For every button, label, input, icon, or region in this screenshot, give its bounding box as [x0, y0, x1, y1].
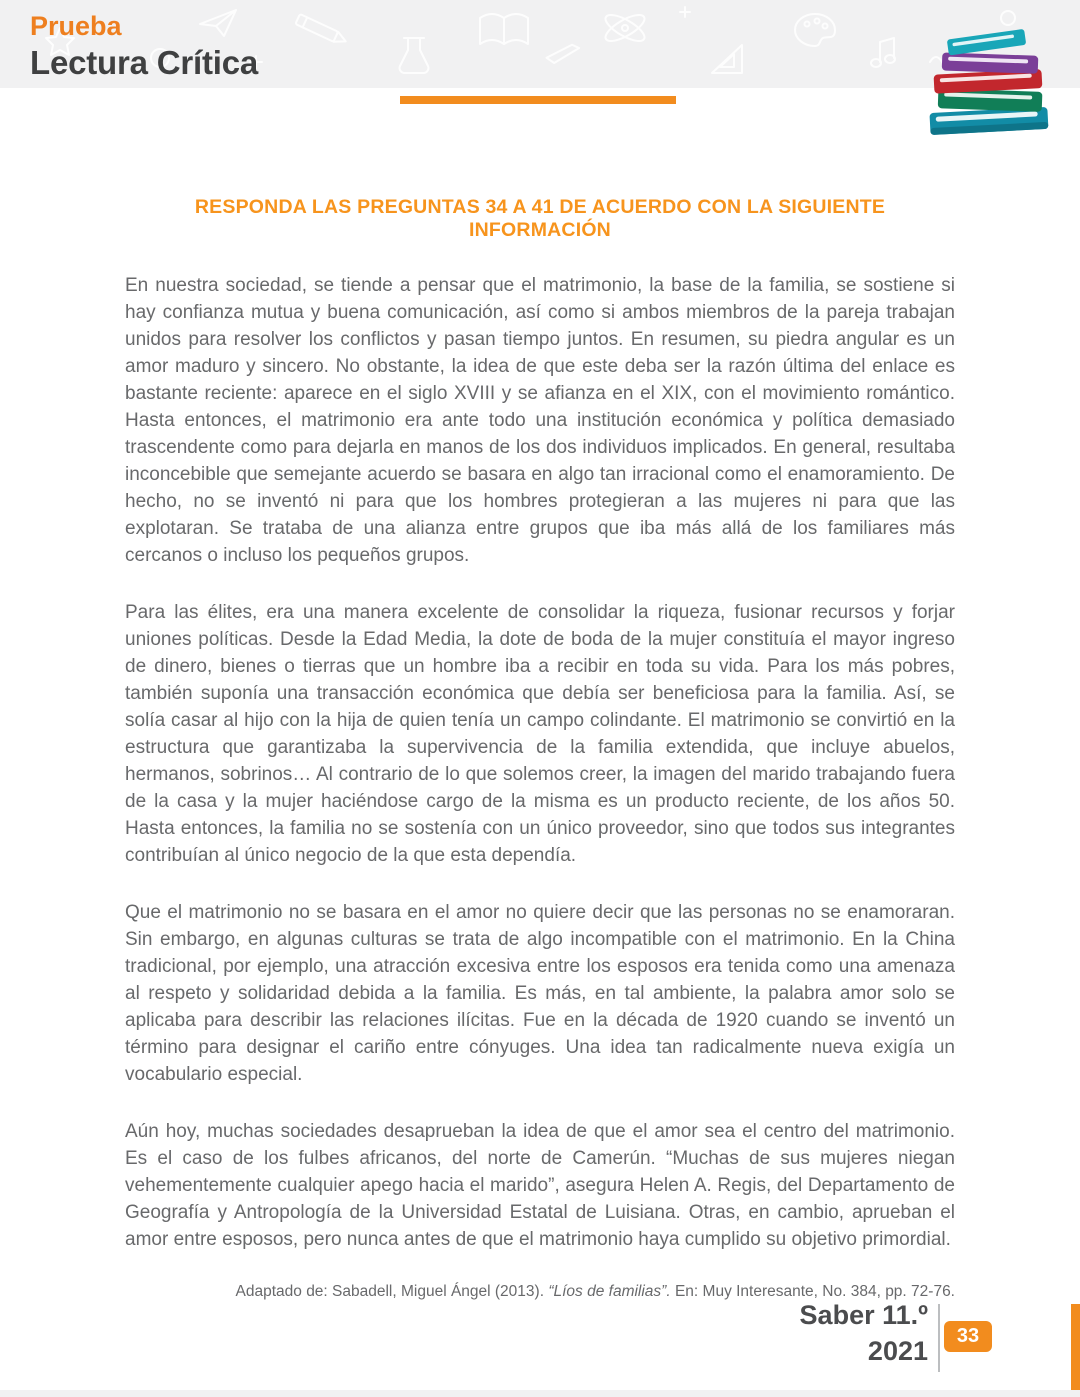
attribution-prefix: Adaptado de: Sabadell, Miguel Ángel (2013).: [235, 1283, 549, 1300]
attribution-source-title: “Líos de familias”.: [548, 1283, 671, 1300]
test-type-label: Prueba: [30, 11, 122, 41]
test-title: Lectura Crítica: [30, 43, 259, 81]
page-edge-accent: [1071, 1304, 1080, 1390]
footer-divider: [938, 1304, 940, 1372]
music-note-icon: [871, 38, 895, 67]
attribution-suffix: En: Muy Interesante, No. 384, pp. 72-76.: [670, 1283, 955, 1300]
open-book-icon: [480, 14, 528, 44]
page-bottom-strip: [0, 1390, 1080, 1397]
passage-paragraph-2: Para las élites, era una manera excelente de consolidar la riqueza, fusionar recursos y forjar uniones políticas. Desde la Edad Media, la dote de boda de la mujer constituía el mayor ingreso de dinero, bienes o tierras que un hombre iba a recibir en toda su vida. Para los más pobres, también suponía una transacción económica que debía ser beneficiosa para la familia. Así, se solía casar al hijo con la hija de quien tenía un campo colindante. El matrimonio se convirtió en la estructura que garantizaba la supervivencia de la familia extendida, que incluye abuelos, hermanos, sobrinos… Al contrario de lo que solemos creer, la imagen del marido trabajando fuera de la casa y la mujer haciéndose cargo de la misma es un producto reciente, de los años 50. Hasta entonces, la familia no se sostenía con un único proveedor, sino que todos sus integrantes contribuían al único negocio de la que esta dependía.: [125, 602, 955, 866]
books-stack-illustration: [926, 24, 1054, 138]
pencil-icon: [295, 14, 348, 46]
instruction-heading: RESPONDA LAS PREGUNTAS 34 A 41 DE ACUERDO CON LA SIGUIENTE INFORMACIÓN: [194, 196, 886, 241]
book-purple: [942, 52, 1039, 73]
passage-paragraph-1: En nuestra sociedad, se tiende a pensar que el matrimonio, la base de la familia, se sostiene si hay confianza mutua y buena comunicación, así como si ambos miembros de la pareja trabajan unidos para resolver los conflictos y pasan tiempo juntos. En resumen, su piedra angular es un amor maduro y sincero. No obstante, la idea de que este deba ser la razón última del enlace es bastante reciente: aparece en el siglo XVIII y se afianza en el XIX, con el movimiento romántico. Hasta entonces, el matrimonio era ante todo una institución económica y política demasiado trascendente como para dejarla en manos de los dos individuos implicados. En general, resultaba inconcebible que semejante acuerdo se basara en algo tan irracional como el enamoramiento. De hecho, no se inventó ni para que los hombres protegieran a las mujeres ni para que las explotaran. Se trataba de una alianza entre grupos que iba más allá de los familiares más cercanos o incluso los pequeños grupos.: [125, 275, 955, 566]
exam-name: Saber 11.º: [799, 1300, 928, 1331]
passage-paragraph-4: Aún hoy, muchas sociedades desaprueban la idea de que el amor sea el centro del matrimonio. Es el caso de los fulbes africanos, del norte de Camerún. “Muchas de sus mujeres niegan vehementemente cualquier apego hacia el marido”, asegura Helen A. Regis, del Departamento de Geografía y Antropología de la Universidad Estatal de Luisiana. Otras, en cambio, aprueban el amor entre esposos, pero nunca antes de que el matrimonio haya cumplido su objetivo primordial.: [125, 1121, 955, 1250]
header-title-block: [30, 12, 258, 81]
palette-icon: [795, 14, 835, 46]
header-accent-bar: [400, 96, 676, 104]
exam-year: 2021: [867, 1335, 928, 1366]
triangle-ruler-icon: [712, 45, 742, 73]
pen-icon: [545, 43, 581, 64]
exam-identity-block: [800, 1299, 928, 1367]
passage-paragraph-3: Que el matrimonio no se basara en el amor no quiere decir que las personas no se enamoraran. Sin embargo, en algunas culturas se trata de algo incompatible con el matrimonio. En la China tradicional, por ejemplo, una atracción excesiva entre los esposos era tenida como una amenaza al respeto y solidaridad debida a la familia. Es más, en tal ambiente, la palabra amor solo se aplicaba para describir las relaciones ilícitas. Fue en la década de 1920 cuando se inventó un término para designar el cariño entre cónyuges. Una idea tan radicalmente nueva exigía un vocabulario especial.: [125, 902, 955, 1085]
page-number-badge: 33: [944, 1321, 992, 1352]
book-top: [947, 29, 1026, 56]
reading-passage: [125, 196, 955, 1301]
atom-icon: [602, 10, 648, 46]
flask-icon: [400, 38, 429, 73]
